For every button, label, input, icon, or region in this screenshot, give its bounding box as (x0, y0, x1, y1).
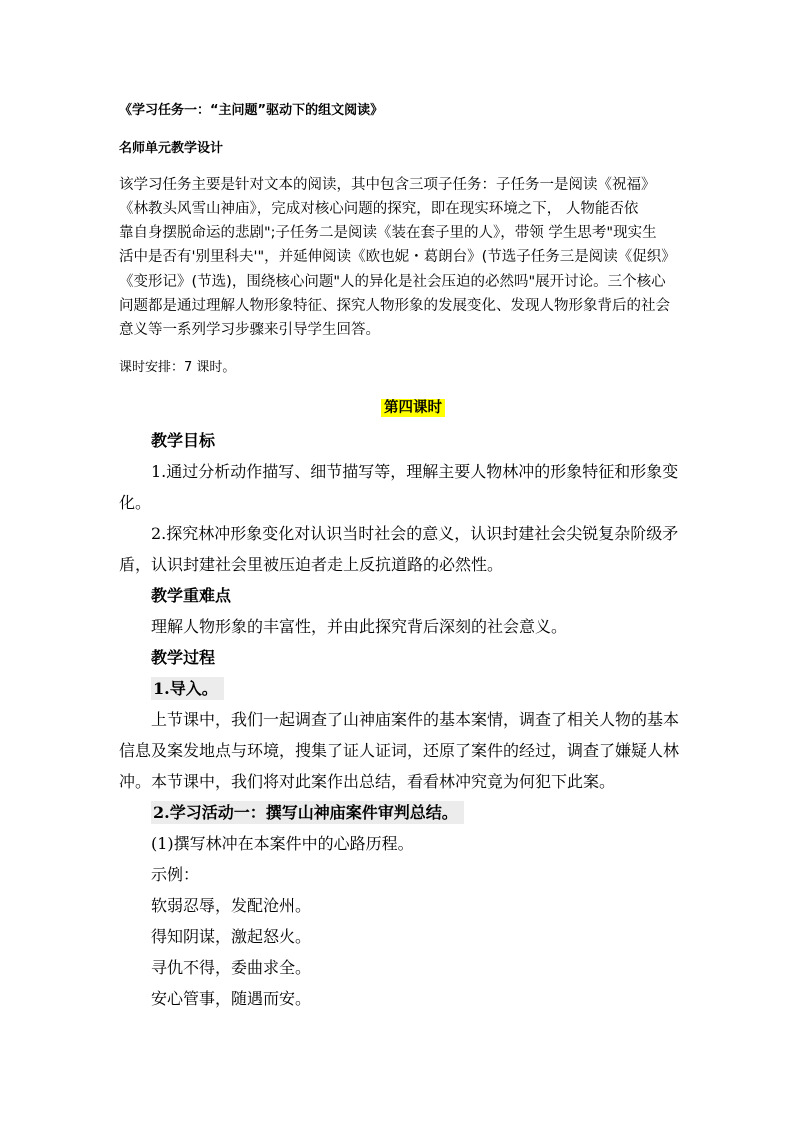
objective-line: 盾，认识封建社会里被压迫者走上反抗道路的必然性。 (119, 555, 504, 574)
intro-line: 意义等一系列学习步骤来引导学生回答。 (119, 322, 380, 338)
step1-heading (151, 676, 224, 699)
step1-line: 冲。本节课中，我们将对此案作出总结，看看林冲究竟为何犯下此案。 (119, 772, 616, 791)
objective-line: 化。 (119, 493, 152, 512)
objective-line: 1.通过分析动作描写、细节描写等，理解主要人物林冲的形象特征和形象变 (151, 462, 679, 481)
step1-heading-text: 1.导入。 (151, 677, 224, 700)
step2-subheading: (1)撰写林冲在本案件中的心路历程。 (151, 834, 414, 853)
step2-heading-text: 2.学习活动一：撰写山神庙案件审判总结。 (151, 801, 464, 824)
intro-line: 靠自身摆脱命运的悲剧";子任务二是阅读《装在套子里的人》，带领 学生思考"现实生 (119, 225, 657, 241)
intro-line: 该学习任务主要是针对文本的阅读，其中包含三项子任务：子任务一是阅读《祝福》 (119, 177, 656, 193)
step2-heading (151, 800, 464, 823)
intro-line: 《变形记》(节选)，围绕核心问题"人的异化是社会压迫的必然吗"展开讨论。三个核心 (119, 274, 666, 290)
intro-line: 《林教头风雪山神庙》，完成对核心问题的探究，即在现实环境之下， 人物能否依 (119, 201, 639, 217)
schedule-note: 课时安排：7 课时。 (119, 360, 236, 375)
document-header-title: 《学习任务一：“主问题”驱动下的组文阅读》 (119, 103, 384, 118)
example-item: 得知阴谋，激起怒火。 (151, 927, 312, 946)
key-points-text: 理解人物形象的丰富性，并由此探究背后深刻的社会意义。 (151, 617, 568, 636)
example-label: 示例： (151, 865, 200, 884)
objectives-heading: 教学目标 (151, 431, 216, 450)
process-heading: 教学过程 (151, 648, 216, 667)
example-item: 软弱忍辱，发配沧州。 (151, 896, 312, 915)
example-item: 寻仇不得，委曲求全。 (151, 958, 312, 977)
document-subtitle: 名师单元教学设计 (119, 141, 224, 156)
lesson-title (381, 396, 445, 417)
intro-line: 问题都是通过理解人物形象特征、探究人物形象的发展变化、发现人物形象背后的社会 (119, 298, 670, 314)
intro-line: 活中是否有'别里科夫'"，并延伸阅读《欧也妮・葛朗台》(节选子任务三是阅读《促织》 (119, 249, 676, 265)
key-points-heading: 教学重难点 (151, 586, 232, 605)
example-item: 安心管事，随遇而安。 (151, 989, 312, 1008)
lesson-title-text: 第四课时 (381, 399, 445, 417)
step1-line: 信息及案发地点与环境，搜集了证人证词，还原了案件的经过，调查了嫌疑人林 (119, 741, 680, 760)
objective-line: 2.探究林冲形象变化对认识当时社会的意义，认识封建社会尖锐复杂阶级矛 (151, 524, 679, 543)
step1-line: 上节课中，我们一起调查了山神庙案件的基本案情，调查了相关人物的基本 (151, 710, 680, 729)
